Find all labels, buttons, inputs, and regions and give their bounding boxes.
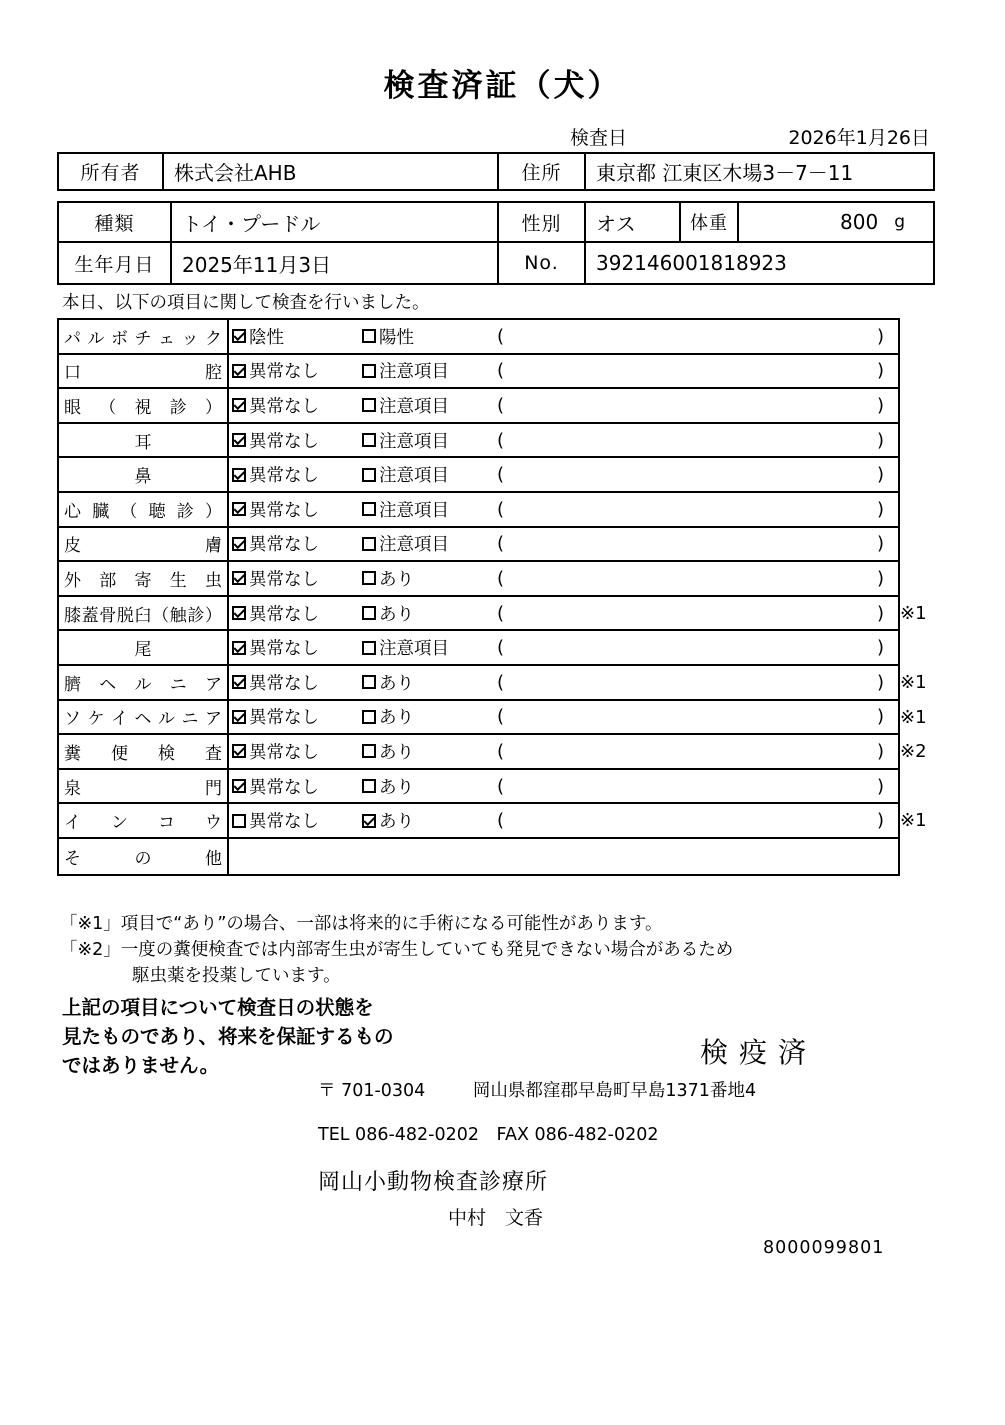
row-content (229, 770, 898, 803)
inspection-date-label: 検査日 (570, 127, 628, 149)
paren-open: ( (497, 429, 505, 451)
remarks-field (497, 326, 898, 347)
remarks-field (497, 395, 898, 416)
remarks-field (497, 430, 898, 451)
option-label: 異常なし (249, 466, 319, 487)
option-label: 異常なし (249, 812, 319, 833)
row-label: 尾 (59, 631, 229, 664)
inspection-table (57, 318, 927, 876)
row-content (229, 701, 898, 734)
paren-close: ) (876, 360, 884, 382)
clinic-postal-line (318, 1077, 756, 1102)
postal-code: 〒 701-0304 (318, 1081, 426, 1101)
row-content (229, 389, 898, 422)
checkbox-unchecked-icon[interactable] (362, 779, 376, 793)
paren-open: ( (497, 810, 505, 832)
inspection-row (59, 528, 898, 563)
inspection-row (59, 597, 927, 632)
no-value: 392146001818923 (596, 251, 787, 275)
option-label: あり (379, 569, 414, 590)
inspection-row (59, 355, 898, 390)
owner-label: 所有者 (59, 154, 164, 189)
inspection-row (59, 458, 898, 493)
checkbox-unchecked-icon[interactable] (362, 744, 376, 758)
option-1[interactable] (229, 462, 362, 487)
option-label: 異常なし (249, 777, 319, 798)
inspection-row (59, 631, 898, 666)
paren-close: ) (876, 637, 884, 659)
intro-text: 本日、以下の項目に関して検査を行いました。 (62, 293, 430, 313)
option-label: 異常なし (249, 500, 319, 521)
breed-value: トイ・プードル (172, 203, 499, 241)
option-label: 注意項目 (379, 396, 449, 417)
row-label: パ ル ボ チ ェ ッ ク (59, 320, 229, 353)
row-label: そ の 他 (59, 839, 229, 874)
checkbox-unchecked-icon[interactable] (362, 364, 376, 378)
option-label: あり (379, 604, 414, 625)
paren-close: ) (876, 325, 884, 347)
checkbox-checked-icon[interactable] (232, 606, 246, 620)
checkbox-checked-icon[interactable] (232, 537, 246, 551)
option-label: 異常なし (249, 569, 319, 590)
remarks-field (497, 741, 898, 762)
owner-value: 株式会社AHB (164, 154, 499, 189)
footnote-1: 「※1」項目で“あり”の場合、一部は将来的に手術になる可能性があります。 (60, 914, 663, 934)
row-content (229, 839, 898, 874)
option-1[interactable] (229, 808, 362, 833)
option-label: 注意項目 (379, 535, 449, 556)
remarks-field (497, 810, 898, 831)
option-1[interactable] (229, 774, 362, 799)
clinic-address: 岡山県都窪郡早島町早島1371番地4 (472, 1081, 757, 1101)
option-label: あり (379, 812, 414, 833)
option-1[interactable] (229, 358, 362, 383)
inspection-row (59, 770, 898, 805)
option-2[interactable] (362, 428, 497, 453)
paren-open: ( (497, 394, 505, 416)
remarks-field (497, 776, 898, 797)
checkbox-checked-icon[interactable] (232, 571, 246, 585)
remarks-field (497, 672, 898, 693)
row-label: 耳 (59, 424, 229, 457)
checkbox-unchecked-icon[interactable] (362, 606, 376, 620)
checkbox-checked-icon[interactable] (232, 779, 246, 793)
option-label: 注意項目 (379, 362, 449, 383)
row-content (229, 631, 898, 664)
option-2[interactable] (362, 808, 497, 833)
option-label: 注意項目 (379, 639, 449, 660)
clinic-tel-fax: TEL 086-482-0202 FAX 086-482-0202 (318, 1125, 659, 1145)
checkbox-checked-icon[interactable] (232, 502, 246, 516)
inspection-row (59, 701, 927, 736)
checkbox-checked-icon[interactable] (232, 433, 246, 447)
row-label: 外 部 寄 生 虫 (59, 562, 229, 595)
weight-label: 体重 (681, 203, 739, 241)
option-label: 異常なし (249, 708, 319, 729)
option-1[interactable] (229, 704, 362, 729)
row-label: 鼻 (59, 458, 229, 491)
checkbox-checked-icon[interactable] (232, 641, 246, 655)
paren-close: ) (876, 533, 884, 555)
option-label: 陽性 (379, 327, 414, 348)
checkbox-checked-icon[interactable] (232, 675, 246, 689)
checkbox-checked-icon[interactable] (232, 710, 246, 724)
row-note: ※1 (900, 706, 927, 728)
option-label: あり (379, 742, 414, 763)
footnotes (60, 911, 733, 989)
row-content (229, 355, 898, 388)
footnote-2-continued: 駆虫薬を投薬しています。 (132, 966, 341, 986)
remarks-field (497, 464, 898, 485)
inspection-row (59, 839, 898, 874)
row-label: 皮 膚 (59, 528, 229, 561)
inspection-row (59, 562, 898, 597)
sex-label: 性別 (499, 203, 586, 241)
paren-open: ( (497, 360, 505, 382)
option-1[interactable] (229, 601, 362, 626)
checkbox-unchecked-icon[interactable] (362, 433, 376, 447)
pet-info-row-1 (59, 203, 933, 243)
option-2[interactable] (362, 670, 497, 695)
remarks-field (497, 568, 898, 589)
paren-close: ) (876, 394, 884, 416)
inspection-row (59, 666, 927, 701)
paren-open: ( (497, 740, 505, 762)
row-content (229, 597, 898, 630)
option-1[interactable] (229, 739, 362, 764)
option-2[interactable] (362, 566, 497, 591)
checkbox-checked-icon[interactable] (232, 468, 246, 482)
option-label: 異常なし (249, 742, 319, 763)
checkbox-unchecked-icon[interactable] (362, 571, 376, 585)
option-label: 異常なし (249, 673, 319, 694)
option-2[interactable] (362, 739, 497, 764)
option-label: 注意項目 (379, 500, 449, 521)
weight-unit: g (894, 212, 905, 232)
option-2[interactable] (362, 531, 497, 556)
row-note: ※1 (900, 810, 927, 832)
disclaimer-line-2: 見たものであり、将来を保証するもの (62, 1025, 394, 1048)
row-label: 泉 門 (59, 770, 229, 803)
option-1[interactable] (229, 428, 362, 453)
row-note: ※1 (900, 671, 927, 693)
paren-open: ( (497, 567, 505, 589)
row-content (229, 735, 898, 768)
remarks-field (497, 637, 898, 658)
option-1[interactable] (229, 635, 362, 660)
row-label: 糞 便 検 査 (59, 735, 229, 768)
remarks-field (497, 499, 898, 520)
option-label: 異常なし (249, 639, 319, 660)
paren-open: ( (497, 775, 505, 797)
row-content (229, 666, 898, 699)
option-label: 異常なし (249, 535, 319, 556)
inspection-row (59, 493, 898, 528)
address-label: 住所 (499, 154, 586, 189)
row-note: ※1 (900, 602, 927, 624)
option-label: 陰性 (249, 327, 284, 348)
checkbox-unchecked-icon[interactable] (362, 675, 376, 689)
checkbox-unchecked-icon[interactable] (362, 398, 376, 412)
remarks-field (497, 706, 898, 727)
row-label: 眼 （ 視 診 ） (59, 389, 229, 422)
row-label: 心 臓 （ 聴 診 ） (59, 493, 229, 526)
address-value: 東京都 江東区木場3－7－11 (596, 161, 854, 185)
remarks-field (497, 603, 898, 624)
row-content (229, 528, 898, 561)
weight-value: 800 (840, 210, 879, 234)
option-1[interactable] (229, 670, 362, 695)
row-content (229, 320, 898, 353)
row-label: 口 腔 (59, 355, 229, 388)
option-label: 注意項目 (379, 466, 449, 487)
paren-close: ) (876, 464, 884, 486)
disclaimer (62, 993, 394, 1080)
checkbox-unchecked-icon[interactable] (362, 329, 376, 343)
checkbox-checked-icon[interactable] (362, 814, 376, 828)
row-note: ※2 (900, 741, 927, 763)
birthdate-value: 2025年11月3日 (172, 243, 499, 283)
row-content (229, 562, 898, 595)
option-2[interactable] (362, 462, 497, 487)
option-2[interactable] (362, 635, 497, 660)
row-label: イ ン コ ウ (59, 804, 229, 837)
paren-open: ( (497, 706, 505, 728)
paren-close: ) (876, 671, 884, 693)
owner-table (57, 152, 935, 191)
option-1[interactable] (229, 566, 362, 591)
checkbox-checked-icon[interactable] (232, 398, 246, 412)
paren-close: ) (876, 706, 884, 728)
option-2[interactable] (362, 393, 497, 418)
row-label: 臍 ヘ ル ニ ア (59, 666, 229, 699)
paren-open: ( (497, 602, 505, 624)
paren-open: ( (497, 464, 505, 486)
remarks-field (497, 360, 898, 381)
row-content (229, 493, 898, 526)
document-title: 検査済証（犬） (383, 68, 622, 104)
footnote-2: 「※2」一度の糞便検査では内部寄生虫が寄生していても発見できない場合があるため (60, 940, 734, 960)
pet-info-row-2 (59, 243, 933, 283)
birthdate-label: 生年月日 (59, 243, 172, 283)
paren-close: ) (876, 429, 884, 451)
checkbox-unchecked-icon[interactable] (232, 814, 246, 828)
option-1[interactable] (229, 393, 362, 418)
pet-info-table (57, 201, 935, 285)
paren-close: ) (876, 498, 884, 520)
inspection-row (59, 424, 898, 459)
option-label: 注意項目 (379, 431, 449, 452)
weight-cell (739, 203, 933, 241)
option-1[interactable] (229, 497, 362, 522)
checkbox-checked-icon[interactable] (232, 329, 246, 343)
row-label: ソ ケ イ ヘ ル ニ ア (59, 701, 229, 734)
checkbox-unchecked-icon[interactable] (362, 468, 376, 482)
inspection-row (59, 389, 898, 424)
checkbox-checked-icon[interactable] (232, 364, 246, 378)
paren-close: ) (876, 775, 884, 797)
option-label: あり (379, 777, 414, 798)
row-content (229, 804, 898, 837)
clinic-name: 岡山小動物検査診療所 (318, 1170, 549, 1195)
option-label: 異常なし (249, 396, 319, 417)
paren-open: ( (497, 325, 505, 347)
option-label: 異常なし (249, 431, 319, 452)
paren-open: ( (497, 498, 505, 520)
checkbox-unchecked-icon[interactable] (362, 502, 376, 516)
option-2[interactable] (362, 601, 497, 626)
inspection-date-value: 2026年1月26日 (788, 127, 930, 149)
checkbox-unchecked-icon[interactable] (362, 641, 376, 655)
paren-close: ) (876, 740, 884, 762)
checkbox-unchecked-icon[interactable] (362, 710, 376, 724)
quarantine-done-stamp: 検疫済 (700, 1036, 818, 1069)
disclaimer-line-1: 上記の項目について検査日の状態を (62, 996, 374, 1019)
inspection-row (59, 735, 927, 770)
paren-close: ) (876, 567, 884, 589)
no-label: No. (499, 243, 586, 283)
option-1[interactable] (229, 324, 362, 349)
remarks-field (497, 533, 898, 554)
inspection-row (59, 320, 898, 355)
row-label: 膝 蓋 骨 脱 臼 （ 触 診 ） (59, 597, 229, 630)
option-2[interactable] (362, 324, 497, 349)
option-2[interactable] (362, 358, 497, 383)
document-code: 8000099801 (763, 1238, 885, 1258)
option-label: あり (379, 673, 414, 694)
paren-close: ) (876, 810, 884, 832)
option-2[interactable] (362, 774, 497, 799)
paren-open: ( (497, 671, 505, 693)
option-1[interactable] (229, 531, 362, 556)
paren-close: ) (876, 602, 884, 624)
row-content (229, 424, 898, 457)
option-2[interactable] (362, 497, 497, 522)
veterinarian-name: 中村 文香 (448, 1207, 544, 1229)
disclaimer-line-3: ではありません。 (62, 1054, 220, 1077)
option-label: あり (379, 708, 414, 729)
breed-label: 種類 (59, 203, 172, 241)
checkbox-unchecked-icon[interactable] (362, 537, 376, 551)
inspection-row (59, 804, 927, 839)
option-2[interactable] (362, 704, 497, 729)
paren-open: ( (497, 637, 505, 659)
checkbox-checked-icon[interactable] (232, 744, 246, 758)
option-label: 異常なし (249, 604, 319, 625)
option-label: 異常なし (249, 362, 319, 383)
row-content (229, 458, 898, 491)
sex-value: オス (586, 203, 681, 241)
paren-open: ( (497, 533, 505, 555)
